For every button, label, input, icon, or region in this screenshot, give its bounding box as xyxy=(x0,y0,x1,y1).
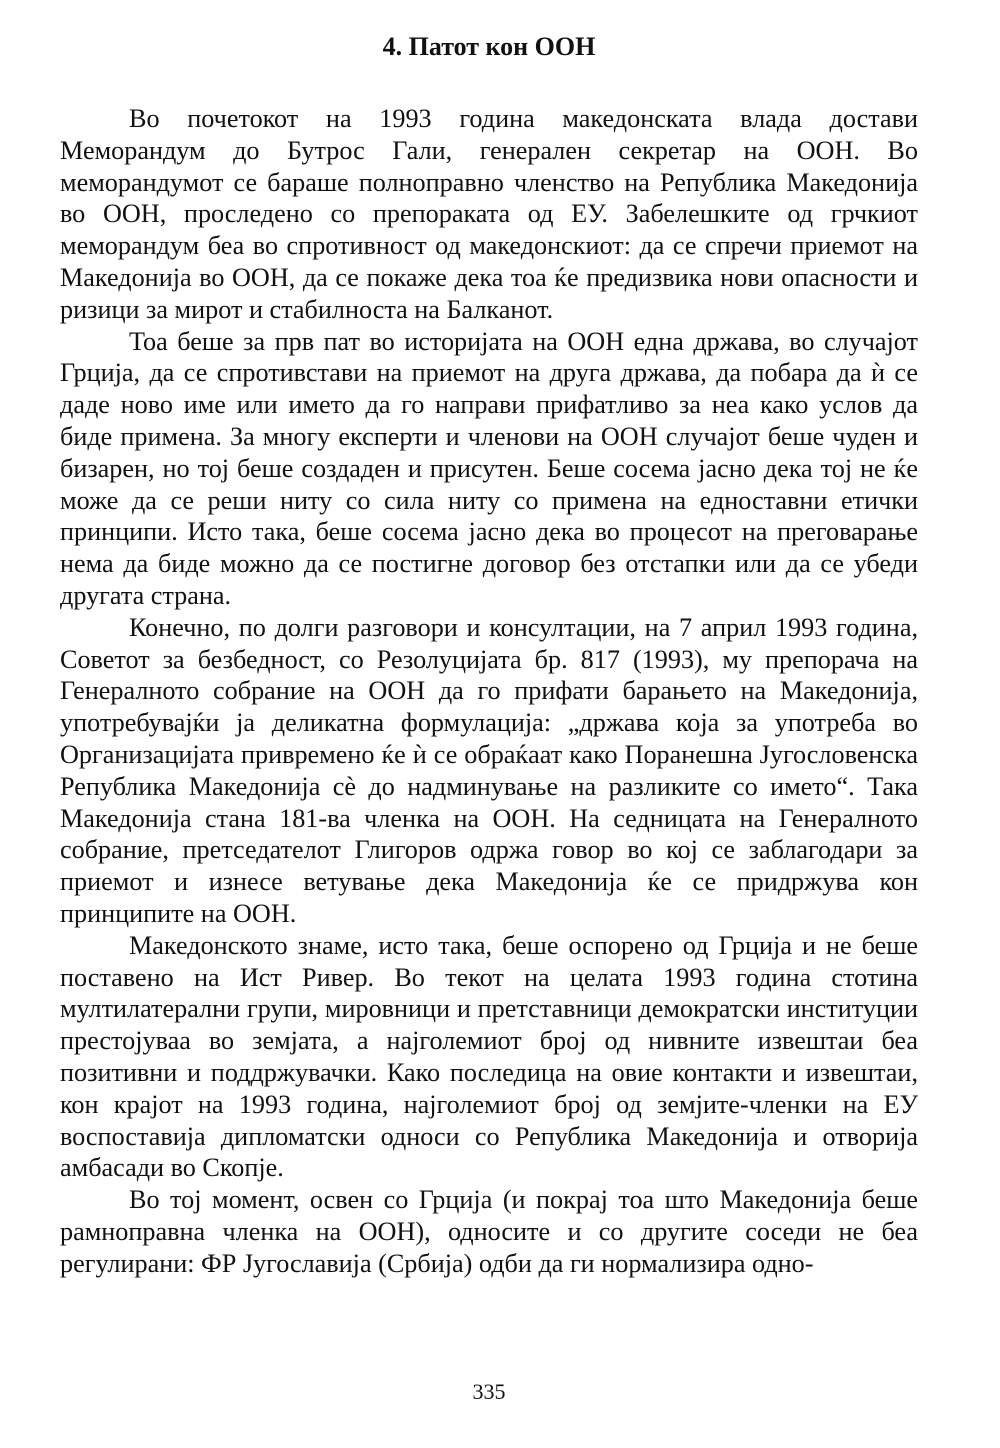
paragraph: Конечно, по долги разговори и консултации, на 7 април 1993 година, Советот за безбедност, со Резолуцијата бр. 817 (1993), му препорача на Генералното собрание на ООН да го прифати барањето на Македонија, употребувајќи ја деликатна формулација: „држава која за употреба во Организацијата привремено ќе ѝ се обраќаат како Поранешна Југословенска Република Македонија сè до надминување на разликите со името“. Така Македонија стана 181-ва членка на ООН. На седницата на Генералното собрание, претседателот Глигоров одржа говор во кој се заблагодари за приемот и изнесе ветување дека Македонија ќе се придржува кон принципите на ООН. xyxy=(60,612,918,928)
paragraph: Тоа беше за прв пат во историјата на ООН една држава, во случајот Грција, да се спротивстави на приемот на друга држава, да побара да ѝ се даде ново име или името да го направи прифатливо за неа како услов да биде примена. За многу експерти и членови на ООН случајот беше чуден и бизарен, но тој беше создаден и присутен. Беше сосема јасно дека тој не ќе може да се реши ниту со сила ниту со примена на едноставни етички принципи. Исто така, беше сосема јасно дека во процесот на преговарање нема да биде можно да се постигне договор без отстапки или да се убеди другата страна. xyxy=(60,326,918,610)
document-page xyxy=(60,0,918,1448)
paragraph: Во тој момент, освен со Грција (и покрај тоа што Македонија беше рамноправна членка на ООН), односите и со другите соседи не беа регулирани: ФР Југославија (Србија) одби да ги нормализира одно- xyxy=(60,1185,918,1278)
section-heading: 4. Патот кон ООН xyxy=(382,32,596,61)
page-number: 335 xyxy=(472,1379,506,1404)
body-text xyxy=(60,103,918,1279)
paragraph: Македонското знаме, исто така, беше оспорено од Грција и не беше поставено на Ист Ривер. Во текот на целата 1993 година стотина мултилатерални групи, мировници и претставници демократски институции престојуваа во земјата, а најголемиот број од нивните извештаи беа позитивни и поддржувачки. Како последица на овие контакти и извештаи, кон крајот на 1993 година, најголемиот број од земјите-членки на ЕУ воспоставија дипломатски односи со Република Македонија и отворија амбасади во Скопје. xyxy=(60,930,918,1183)
paragraph: Во почетокот на 1993 година македонската влада достави Меморандум до Бутрос Гали, генерален секретар на ООН. Во меморандумот се бараше полноправно членство на Република Македонија во ООН, проследено со препораката од ЕУ. Забелешките од грчкиот меморандум беа во спротивност од македонскиот: да се спречи приемот на Македонија во ООН, да се покаже дека тоа ќе предизвика нови опасности и ризици за мирот и стабилноста на Балканот. xyxy=(60,104,918,324)
